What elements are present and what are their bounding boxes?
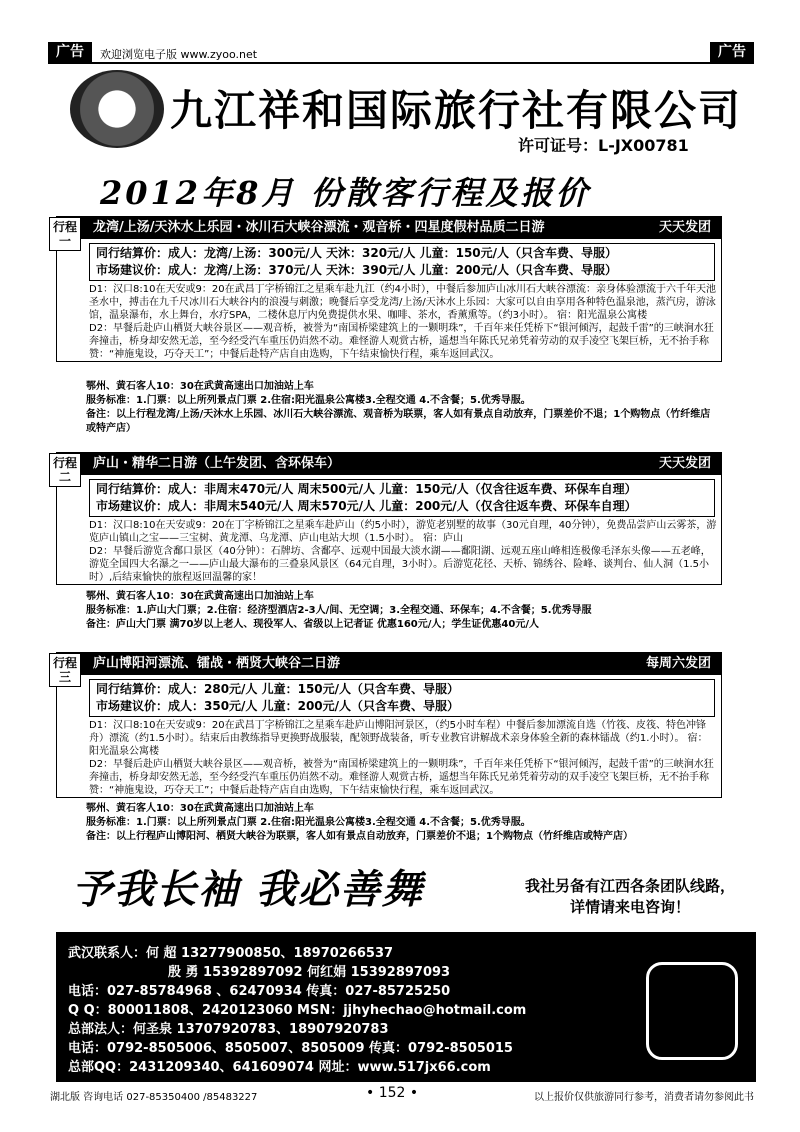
route-frequency: 天天发团 [658,456,711,471]
schedule-day: D2：早餐后赴庐山栖贤大峡谷景区——观音桥，被誉为“南国桥梁建筑上的一颗明珠”，千百年来任凭桥下“银河倾泻，起鼓千雷”的三峡涧水狂奔撞击，桥身却安然无恙，至今经受汽车重压仍岿然不动。难怪游人观赏古桥，遥想当年陈氏兄弟凭着劳动的双手凌空飞架巨桥，无不抬手称赞：“神施鬼设，巧夺天工”；中餐后赴特产店自由选购，下午结束愉快行程，乘车返回武汉。 [89,759,714,796]
schedule-day: D1：汉口8:10在天安或9：20在丁字桥锦江之星乘车赴庐山（约5小时），游览老别墅的故事（30元自理，40分钟），免费品尝庐山云雾茶，游览庐山镇山之宝——三宝树、黄龙潭、乌龙潭、庐山电站大坝（1.5小时）。 宿：庐山 [89,520,717,544]
contact-line: 武汉联系人：何 超 13277900850、18970266537 [68,946,394,961]
note-line: 服务标准：1.门票：以上所列景点门票 2.住宿:阳光温泉公寓楼3.全程交通 4.不含餐；5.优秀导服。 [86,817,531,828]
price-line: 同行结算价：成人：龙湾/上汤：300元/人 天沐：320元/人 儿童：150元/人（只含车费、导服） [96,246,618,260]
license-number: 许可证号：L-JX00781 [518,136,689,155]
ad-tag-left: 广告 [48,42,92,62]
route-block-1 [52,216,722,362]
page-number: • 152 • [366,1085,419,1101]
route-tag: 行程三 [49,653,81,687]
route-tag: 行程二 [49,453,81,487]
site-url: 欢迎浏览电子版 www.zyoo.net [100,48,258,61]
route-tag: 行程一 [49,217,81,251]
note-line: 备注：以上行程龙湾/上汤/天沐水上乐园、冰川石大峡谷漂流、观音桥为联票，客人如有景点自动放弃，门票差价不退；1个购物点（竹纤维店或特产店） [86,409,711,434]
contact-line: 总部法人：何圣泉 13707920783、18907920783 [68,1022,389,1037]
price-line: 同行结算价：成人：280元/人 儿童：150元/人（只含车费、导服） [96,682,460,696]
footer [50,1085,754,1103]
schedule [89,519,717,584]
contact-line: 总部QQ：2431209340、641609074 网址：www.517jx66.com [68,1060,491,1075]
route-title: 庐山・精华二日游（上午发团、含环保车） [93,456,341,471]
route-title: 庐山博阳河漂流、镭战・栖贤大峡谷二日游 [93,656,341,671]
price-line: 市场建议价：成人：非周末540元/人 周末570元/人 儿童：200元/人（仅含往返车费、环保车自理） [96,499,637,513]
price-line: 市场建议价：成人：龙湾/上汤：370元/人 天沐：390元/人 儿童：200元/人（只含车费、导服） [96,263,618,277]
contact-line: 电话：027-85784968 、62470934 传真：027-85725250 [68,984,451,999]
route-notes-3 [86,802,716,844]
route-frequency: 天天发团 [658,220,711,235]
company-logo-icon [70,70,164,148]
schedule [89,719,717,797]
route-notes-2 [86,590,716,632]
schedule-day: D1：汉口8:10在天安或9：20在武昌丁字桥锦江之星乘车赴九江（约4小时），中餐后参加庐山冰川石大峡谷漂流：亲身体验漂流于六千年天池圣水中，搏击在九千尺冰川石大峡谷内的浪漫与刺激；晚餐后享受龙湾/上汤/天沐水上乐园：大家可以自由享用各种特色温泉池，蒸汽房，游泳馆，温泉瀑布，水上舞台，水疗SPA，二楼休息厅内免费提供水果、咖啡、茶水，香薰熏等。（约3小时）。 宿：阳光温泉公寓楼 [89,284,716,321]
page-headline: 2012年8月 份散客行程及报价 [100,174,591,212]
contact-panel [56,932,756,1082]
route-notes-1 [86,380,716,436]
note-line: 服务标准：1.庐山大门票；2.住宿：经济型酒店2-3人/间、无空调；3.全程交通、环保车；4.不含餐；5.优秀导服 [86,605,592,616]
route-block-3 [52,652,722,798]
price-box [89,479,715,517]
price-line: 市场建议价：成人：350元/人 儿童：200元/人（只含车费、导服） [96,699,460,713]
schedule [89,283,717,361]
footer-left: 湖北版 咨询电话 027-85350400 /85483227 [50,1092,258,1103]
schedule-day: D2：早餐后游览含鄱口景区（40分钟）：石牌坊、含鄱亭、远观中国最大淡水湖——鄱阳湖、远观五座山峰相连极像毛泽东头像——五老峰，游览全国四大名瀑之一——庐山最大瀑布的三叠泉风景区（64元自理，3小时）。后游览花径、天桥、锦绣谷、险峰、谈判台、仙人洞（1.5小时）,后结束愉快的旅程返回温馨的家！ [89,546,711,583]
note-line: 备注：以上行程庐山博阳河、栖贤大峡谷为联票，客人如有景点自动放弃，门票差价不退；1个购物点（竹纤维店或特产店） [86,831,633,842]
route-frequency: 每周六发团 [645,656,711,671]
contact-line: 电话：0792-8505006、8505007、8505009 传真：0792-8505015 [68,1041,513,1056]
contact-ad-line: 详情请来电咨询！ [569,898,690,916]
schedule-day: D1：汉口8:10在天安或9：20在武昌丁字桥锦江之星乘车赴庐山博阳河景区，（约5小时车程）中餐后参加漂流自选（竹筏、皮筏、特色冲锋舟）漂流（约1.5小时）。结束后由教练指导更换野战服装，配领野战装备，听专业教官讲解战术亲身体验全新的森林镭战（约1.小时）。 宿：阳光温泉公寓楼 [89,720,708,757]
route-header [52,653,721,684]
note-line: 鄂州、黄石客人10：30在武黄高速出口加油站上车 [86,591,314,602]
ad-tag-right: 广告 [710,42,754,62]
contact-ad-line: 我社另备有江西各条团队线路， [524,877,735,895]
note-line: 备注：庐山大门票 满70岁以上老人、现役军人、省级以上记者证 优惠160元/人；学生证优惠40元/人 [86,619,539,630]
contact-ad [512,876,748,918]
contact-line: Q Q：800011808、2420123060 MSN：jjhyhechao@hotmail.com [68,1003,527,1018]
schedule-day: D2：早餐后赴庐山栖贤大峡谷景区——观音桥，被誉为“南国桥梁建筑上的一颗明珠”，千百年来任凭桥下“银河倾泻，起鼓千雷”的三峡涧水狂奔撞击，桥身却安然无恙，至今经受汽车重压仍岿然不动。难怪游人观赏古桥，遥想当年陈氏兄弟凭着劳动的双手凌空飞架巨桥，无不抬手称赞：“神施鬼设，巧夺天工”；中餐后赴特产店自由选购，下午结束愉快行程，乘车返回武汉。 [89,323,714,360]
price-line: 同行结算价：成人：非周末470元/人 周末500元/人 儿童：150元/人（仅含往返车费、环保车自理） [96,482,637,496]
route-title: 龙湾/上汤/天沐水上乐园・冰川石大峡谷漂流・观音桥・四星度假村品质二日游 [93,220,545,235]
header-rule [48,62,754,64]
slogan: 予我长袖 我必善舞 [72,866,424,913]
company-name: 九江祥和国际旅行社有限公司 [170,86,743,135]
note-line: 鄂州、黄石客人10：30在武黄高速出口加油站上车 [86,803,314,814]
route-header [52,217,721,248]
price-box [89,679,715,717]
contact-line: 殷 勇 15392897092 何红娟 15392897093 [168,965,451,980]
route-header [52,453,721,484]
note-line: 鄂州、黄石客人10：30在武黄高速出口加油站上车 [86,381,314,392]
telephone-icon [646,962,738,1060]
footer-right: 以上报价仅供旅游同行参考，消费者请勿参阅此书 [534,1092,754,1103]
route-block-2 [52,452,722,585]
price-box [89,243,715,281]
note-line: 服务标准：1.门票：以上所列景点门票 2.住宿:阳光温泉公寓楼3.全程交通 4.不含餐；5.优秀导服。 [86,395,531,406]
